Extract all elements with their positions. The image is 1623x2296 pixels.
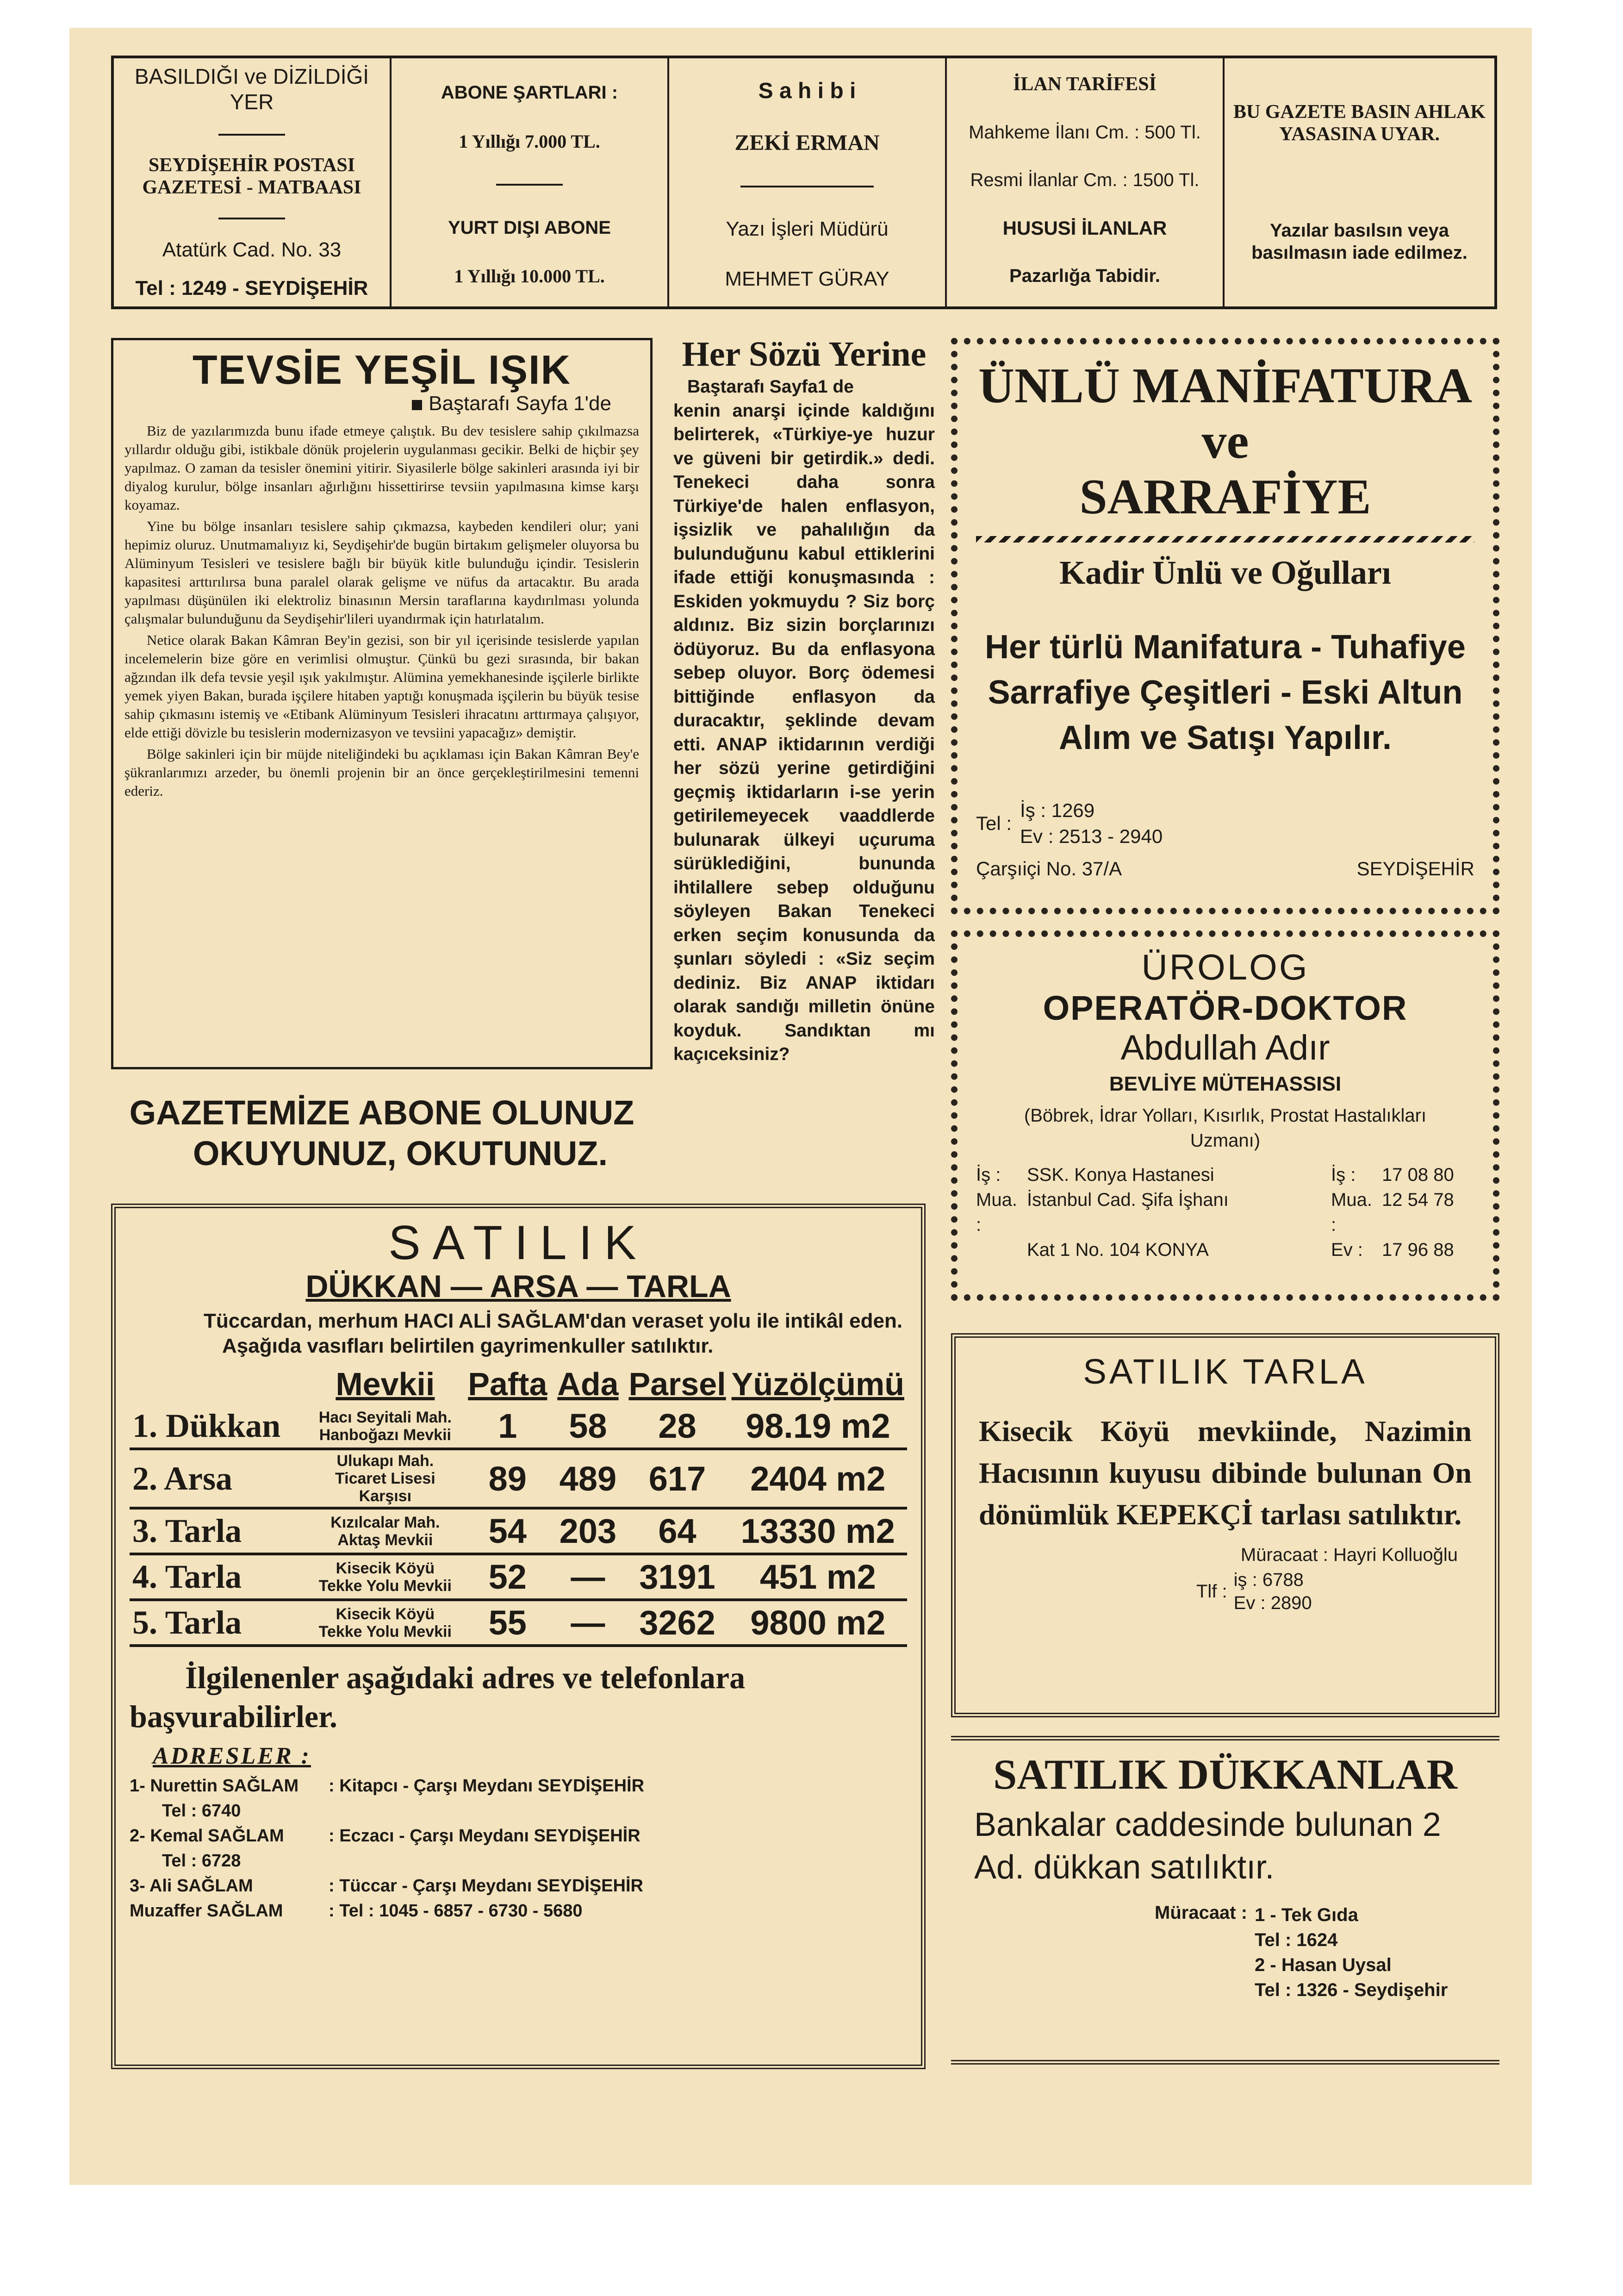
col-header: Mevkii	[336, 1366, 435, 1402]
table-row	[130, 1508, 907, 1554]
tlf-label: Tlf :	[1196, 1581, 1227, 1602]
ad-intro-2: Aşağıda vasıfları belirtilen gayrimenkuller satılıktır.	[222, 1335, 714, 1357]
property-table	[130, 1364, 907, 1647]
doctor-name: Abdullah Adır	[1120, 1028, 1330, 1067]
ad-specialty: BEVLİYE MÜTEHASSISI	[1109, 1073, 1342, 1095]
work-label: İş :	[976, 1165, 1001, 1185]
ad-address: Çarşıiçi No. 37/A	[976, 858, 1122, 880]
article-paragraph: Yine bu bölge insanları tesislere sahip çıkmazsa, kaybeden kendileri olur; yani hepimiz oluruz. Unutmamalıyız ki, Seydişehir'de bugün birtakım gelişmeler oluyorsa bu Alüminyum Tesisleri ve tesislere bağlı bir büyük kitle bulunduğu içindir. Tesislerin kapasitesi arttırılırsa buna paralel olarak gelişme ve nüfus da artacaktır. Bu arada yapılması düşünülen iki elektroliz binasının Mersin taraflarına kaydırılması yolunda çalışmalar bulunduğunu da Seydişehir'lileri uyandırmak için hatırlatalım.	[124, 518, 639, 627]
property-area: 9800 m2	[729, 1600, 907, 1646]
location-line: Ticaret Lisesi Karşısı	[335, 1470, 435, 1505]
ads-special-heading: HUSUSİ İLANLAR	[1002, 217, 1167, 239]
phone-1: 17 08 80	[1382, 1165, 1454, 1185]
ad-subheading: DÜKKAN — ARSA — TARLA	[305, 1269, 731, 1304]
address-item	[130, 1773, 907, 1798]
ad-title: OPERATÖR-DOKTOR	[1043, 989, 1408, 1027]
masthead	[111, 56, 1497, 309]
table-row	[130, 1449, 907, 1508]
article-paragraph: Bölge sakinleri için bir müjde niteliğindeki bu açıklaması için Bakan Kâmran Bey'e şükranlarımızı arzeder, bu önemli projenin bir an önce gerçekleştirilmesini temenni ederiz.	[124, 746, 639, 799]
property-ada: —	[550, 1600, 626, 1646]
property-area: 2404 m2	[729, 1449, 907, 1508]
contact-note: İlgilenenler aşağıdaki adres ve telefonlara başvurabilirler.	[130, 1660, 746, 1734]
ad-title-line-2: SARRAFİYE	[1079, 469, 1371, 524]
masthead-owner	[669, 58, 947, 306]
owner-name: ZEKİ ERMAN	[734, 130, 880, 155]
col-header: Yüzölçümü	[731, 1366, 904, 1402]
ad-heading: SATILIK	[388, 1216, 648, 1270]
address-item	[130, 1873, 907, 1898]
phone-3-label: Ev :	[1331, 1240, 1363, 1260]
ad-urolog	[951, 930, 1499, 1301]
article-body	[124, 422, 639, 800]
address-name: 1- Nurettin SAĞLAM	[130, 1776, 299, 1796]
contact-grid	[976, 1162, 1474, 1262]
divider	[496, 184, 563, 186]
property-ada: —	[550, 1554, 626, 1600]
phone-2: 12 54 78	[1382, 1190, 1454, 1210]
masthead-printing	[114, 58, 392, 306]
contact-label: Müracaat :	[1155, 1903, 1248, 1923]
ad-description: (Böbrek, İdrar Yolları, Kısırlık, Prostat Hastalıkları Uzmanı)	[1024, 1105, 1427, 1151]
property-pafta: 89	[465, 1449, 550, 1508]
ad-contact	[1155, 1903, 1476, 2003]
contact-1: 1 - Tek Gıda	[1255, 1905, 1358, 1925]
location-line: Tekke Yolu Mevkii	[318, 1577, 452, 1595]
tlf-numbers	[1234, 1568, 1312, 1615]
property-label: 5. Tarla	[130, 1600, 305, 1646]
editor-title: Yazı İşleri Müdürü	[726, 218, 889, 241]
address-detail: : Eczacı - Çarşı Meydanı SEYDİŞEHİR	[329, 1826, 640, 1846]
ethics-note: Yazılar basılsın veya basılmasın iade edilmez.	[1251, 220, 1468, 263]
ads-heading: İLAN TARİFESİ	[1013, 74, 1157, 95]
tel-numbers	[1020, 798, 1163, 849]
subscription-domestic: 1 Yıllığı 7.000 TL.	[459, 131, 600, 152]
location-line: Hanboğazı Mevkii	[319, 1426, 451, 1444]
property-pafta: 55	[465, 1600, 550, 1646]
ads-court: Mahkeme İlanı Cm. : 500 Tl.	[969, 122, 1201, 143]
masthead-ad-rates	[947, 58, 1225, 306]
property-parsel: 64	[626, 1508, 728, 1554]
ad-phones	[976, 798, 1474, 849]
col-header: Pafta	[468, 1366, 547, 1402]
subscription-foreign: 1 Yıllığı 10.000 TL.	[454, 266, 605, 287]
location-line: Aktaş Mevkii	[337, 1531, 433, 1549]
office-address-2: Kat 1 No. 104 KONYA	[1027, 1240, 1209, 1260]
phone-1-label: İş :	[1331, 1165, 1356, 1185]
article-paragraph: Netice olarak Bakan Kâmran Bey'in gezisi, son bir yıl içerisinde tesislerde yapılan incelemelerin bize göre en verimlisi olmuştur. Çünkü bu gezi sırasında, bir bakan ağzından ilk defa tevsie yeşil ışık yakılmıştır. Alümina yemekhanesinde işçilerle birlikte yemek yiyen Bakan, burada işçilere hitaben yaptığı konuşmada işçilerin bu büyük tesise sahip çıkmasını istemiş ve «Etibank Alüminyum Tesisleri ihracatını arttırmaya çalışıyor, elde ettiği dövizle bu tesislerin modernizasyon ve tevsiini yapacağız» demiştir.	[124, 632, 639, 741]
tel-work: İş : 1269	[1020, 799, 1095, 821]
ads-special-note: Pazarlığa Tabidir.	[1009, 266, 1161, 286]
divider	[740, 186, 874, 187]
property-location	[305, 1508, 465, 1554]
address-detail: : Tel : 1045 - 6857 - 6730 - 5680	[329, 1901, 583, 1921]
ad-body: Kisecik Köyü mevkiinde, Nazimin Hacısının kuyusu dibinde bulunan On dönümlük KEPEKÇİ tarlası satılıktır.	[979, 1415, 1472, 1531]
subscription-heading: ABONE ŞARTLARI :	[441, 82, 618, 103]
ad-body: Bankalar caddesinde bulunan 2 Ad. dükkan satılıktır.	[974, 1806, 1441, 1886]
property-parsel: 28	[626, 1404, 728, 1449]
divider	[218, 218, 285, 219]
ad-address-row	[976, 858, 1474, 880]
ad-manifatura	[951, 338, 1499, 914]
ad-satilik	[111, 1204, 926, 2069]
location-line: Kızılcalar Mah.	[330, 1513, 440, 1531]
ad-owner: Kadir Ünlü ve Oğulları	[1059, 554, 1391, 591]
ad-description: Her türlü Manifatura - Tuhafiye Sarrafiye Çeşitleri - Eski Altun Alım ve Satışı Yapılır.	[985, 629, 1466, 756]
continued-note: Baştarafı Sayfa1 de	[687, 377, 854, 397]
property-ada: 58	[550, 1404, 626, 1449]
property-pafta: 54	[465, 1508, 550, 1554]
slogan-line-2: OKUYUNUZ, OKUTUNUZ.	[193, 1134, 608, 1173]
address-list	[130, 1773, 907, 1923]
location-line: Ulukapı Mah.	[336, 1452, 434, 1470]
property-label: 2. Arsa	[130, 1449, 305, 1508]
property-label: 4. Tarla	[130, 1554, 305, 1600]
ad-tarla	[951, 1333, 1499, 1717]
tel-home: Ev : 2513 - 2940	[1020, 825, 1163, 847]
article-body: kenin anarşi içinde kaldığını belirterek, «Türkiye-ye huzur ve güveni bir getirdik.» dedi. Tenekeci daha sonra Türkiye'de halen enflasyon, işsizlik ve pahalılığın da bulunduğunu kabul ettiklerini ifade ettiği konuşmasında : Eskiden yokmuydu ? Siz borç aldınız. Biz sizin borçlarınızı ödüyoruz. Bu da enflasyona sebep oluyor. Borç ödemesi bittiğinde enflasyon da duracaktır, şeklinde devam etti. ANAP iktidarının verdiği her sözü yerine getirdiğini geçmiş iktidarların i-se yerin getirilemeyecek vaaddlerde bulunarak ülkeyi uçuruma sürüklediğini, bununda ihtilallere sebep olduğunu söyleyen Bakan Tenekeci erken seçim konusunda da şunları söyledi : «Siz seçim dediniz. Biz ANAP iktidarı olarak sandığı milletin önüne koyduk. Sandıktan mı kaçıceksiniz?	[673, 400, 935, 1064]
contact-2-tel: Tel : 1326 - Seydişehir	[1255, 1980, 1448, 2000]
tlf-work: iş : 6788	[1233, 1570, 1304, 1590]
bullet-icon	[412, 400, 422, 410]
location-line: Kisecik Köyü	[336, 1559, 435, 1577]
ornament-divider	[976, 536, 1474, 543]
property-area: 451 m2	[729, 1554, 907, 1600]
property-ada: 489	[550, 1449, 626, 1508]
subscription-foreign-heading: YURT DIŞI ABONE	[448, 217, 611, 238]
article-tevsie	[111, 338, 653, 1069]
printing-name: SEYDİŞEHİR POSTASI GAZETESİ - MATBAASI	[142, 155, 361, 199]
contact-2: 2 - Hasan Uysal	[1255, 1955, 1392, 1975]
property-label: 3. Tarla	[130, 1508, 305, 1554]
address-item	[130, 1823, 907, 1848]
property-parsel: 3262	[626, 1600, 728, 1646]
office-label: Mua. :	[976, 1190, 1017, 1235]
address-name: Muzaffer SAĞLAM	[130, 1901, 283, 1921]
contact-list	[1255, 1903, 1448, 2003]
property-label: 1. Dükkan	[130, 1404, 305, 1449]
address-name: 3- Ali SAĞLAM	[130, 1876, 253, 1896]
subscribe-slogan	[111, 1092, 653, 1174]
ad-phones	[1196, 1568, 1472, 1615]
address-tel: Tel : 6740	[162, 1801, 241, 1821]
article-title: Her Sözü Yerine	[682, 335, 927, 374]
location-line: Tekke Yolu Mevkii	[318, 1622, 452, 1641]
editor-name: MEHMET GÜRAY	[725, 268, 889, 291]
phone-2-label: Mua. :	[1331, 1190, 1372, 1235]
property-location	[305, 1600, 465, 1646]
property-parsel: 617	[626, 1449, 728, 1508]
table-header	[130, 1364, 907, 1404]
ethics-statement: BU GAZETE BASIN AHLAK YASASINA UYAR.	[1233, 101, 1486, 145]
ad-title	[976, 358, 1474, 525]
property-location	[305, 1404, 465, 1449]
table-row	[130, 1600, 907, 1646]
location-line: Kisecik Köyü	[336, 1605, 435, 1623]
property-parsel: 3191	[626, 1554, 728, 1600]
property-pafta: 1	[465, 1404, 550, 1449]
property-area: 13330 m2	[729, 1508, 907, 1554]
tel-label: Tel :	[976, 812, 1012, 834]
office-address: İstanbul Cad. Şifa İşhanı	[1027, 1190, 1229, 1210]
ad-title-line-1: ÜNLÜ MANİFATURA ve	[978, 358, 1472, 469]
tlf-home: Ev : 2890	[1233, 1593, 1312, 1613]
address-name: 2- Kemal SAĞLAM	[130, 1826, 284, 1846]
printing-address: Atatürk Cad. No. 33	[162, 238, 342, 261]
article-title: TEVSİE YEŞİL IŞIK	[192, 347, 572, 393]
ads-official: Resmi İlanlar Cm. : 1500 Tl.	[970, 170, 1200, 190]
ad-heading: SATILIK DÜKKANLAR	[993, 1751, 1457, 1798]
table-row	[130, 1554, 907, 1600]
address-detail: : Tüccar - Çarşı Meydanı SEYDİŞEHİR	[329, 1876, 643, 1896]
continued-text: Baştarafı Sayfa 1'de	[429, 392, 611, 415]
divider	[218, 134, 285, 136]
masthead-ethics	[1225, 58, 1494, 306]
addresses-heading: ADRESLER :	[153, 1743, 311, 1769]
phone-3: 17 96 88	[1382, 1240, 1454, 1260]
property-location	[305, 1449, 465, 1508]
ad-contact: Müracaat : Hayri Kolluoğlu	[1240, 1545, 1458, 1565]
ad-dukkanlar	[951, 1736, 1499, 2065]
article-paragraph: Biz de yazılarımızda bunu ifade etmeye çalıştık. Bu dev tesislere sahip çıkılmazsa yıllardır olduğu gibi, istikbale dönük projelerin uygulanması gecikir. Belki de hiçbir şey yapılmaz. O zaman da tesisler önemini yitirir. Siyasilerle bölge sakinleri arasında iyi bir diyalog kurulur, bölge insanları ağırlığını hissettirirse tevsiin yapılmasına kimse karşı koyamaz.	[124, 423, 639, 513]
ad-heading: ÜROLOG	[1141, 947, 1309, 987]
contact-1-tel: Tel : 1624	[1255, 1930, 1338, 1950]
property-pafta: 52	[465, 1554, 550, 1600]
address-detail: : Kitapcı - Çarşı Meydanı SEYDİŞEHİR	[329, 1776, 645, 1796]
work-place: SSK. Konya Hastanesi	[1027, 1165, 1214, 1185]
property-area: 98.19 m2	[729, 1404, 907, 1449]
masthead-subscription	[392, 58, 669, 306]
ad-city: SEYDİŞEHİR	[1356, 858, 1474, 880]
printing-heading: BASILDIĞI ve DİZİLDİĞİ YER	[134, 64, 369, 114]
address-tel: Tel : 6728	[162, 1851, 241, 1871]
col-header: Parsel	[628, 1366, 726, 1402]
printing-phone: Tel : 1249 - SEYDİŞEHİR	[135, 277, 368, 300]
address-item	[130, 1898, 907, 1923]
slogan-line-1: GAZETEMİZE ABONE OLUNUZ	[129, 1093, 634, 1132]
property-location	[305, 1554, 465, 1600]
continued-note	[124, 392, 611, 415]
table-row	[130, 1404, 907, 1449]
col-header: Ada	[557, 1366, 619, 1402]
property-ada: 203	[550, 1508, 626, 1554]
ad-intro-1: Tüccardan, merhum HACI ALİ SAĞLAM'dan veraset yolu ile intikâl eden.	[204, 1310, 903, 1332]
owner-heading: S a h i b i	[758, 79, 856, 103]
ad-heading: SATILIK TARLA	[1083, 1352, 1368, 1391]
article-her-sozu	[673, 333, 935, 1204]
location-line: Hacı Seyitali Mah.	[318, 1408, 452, 1426]
